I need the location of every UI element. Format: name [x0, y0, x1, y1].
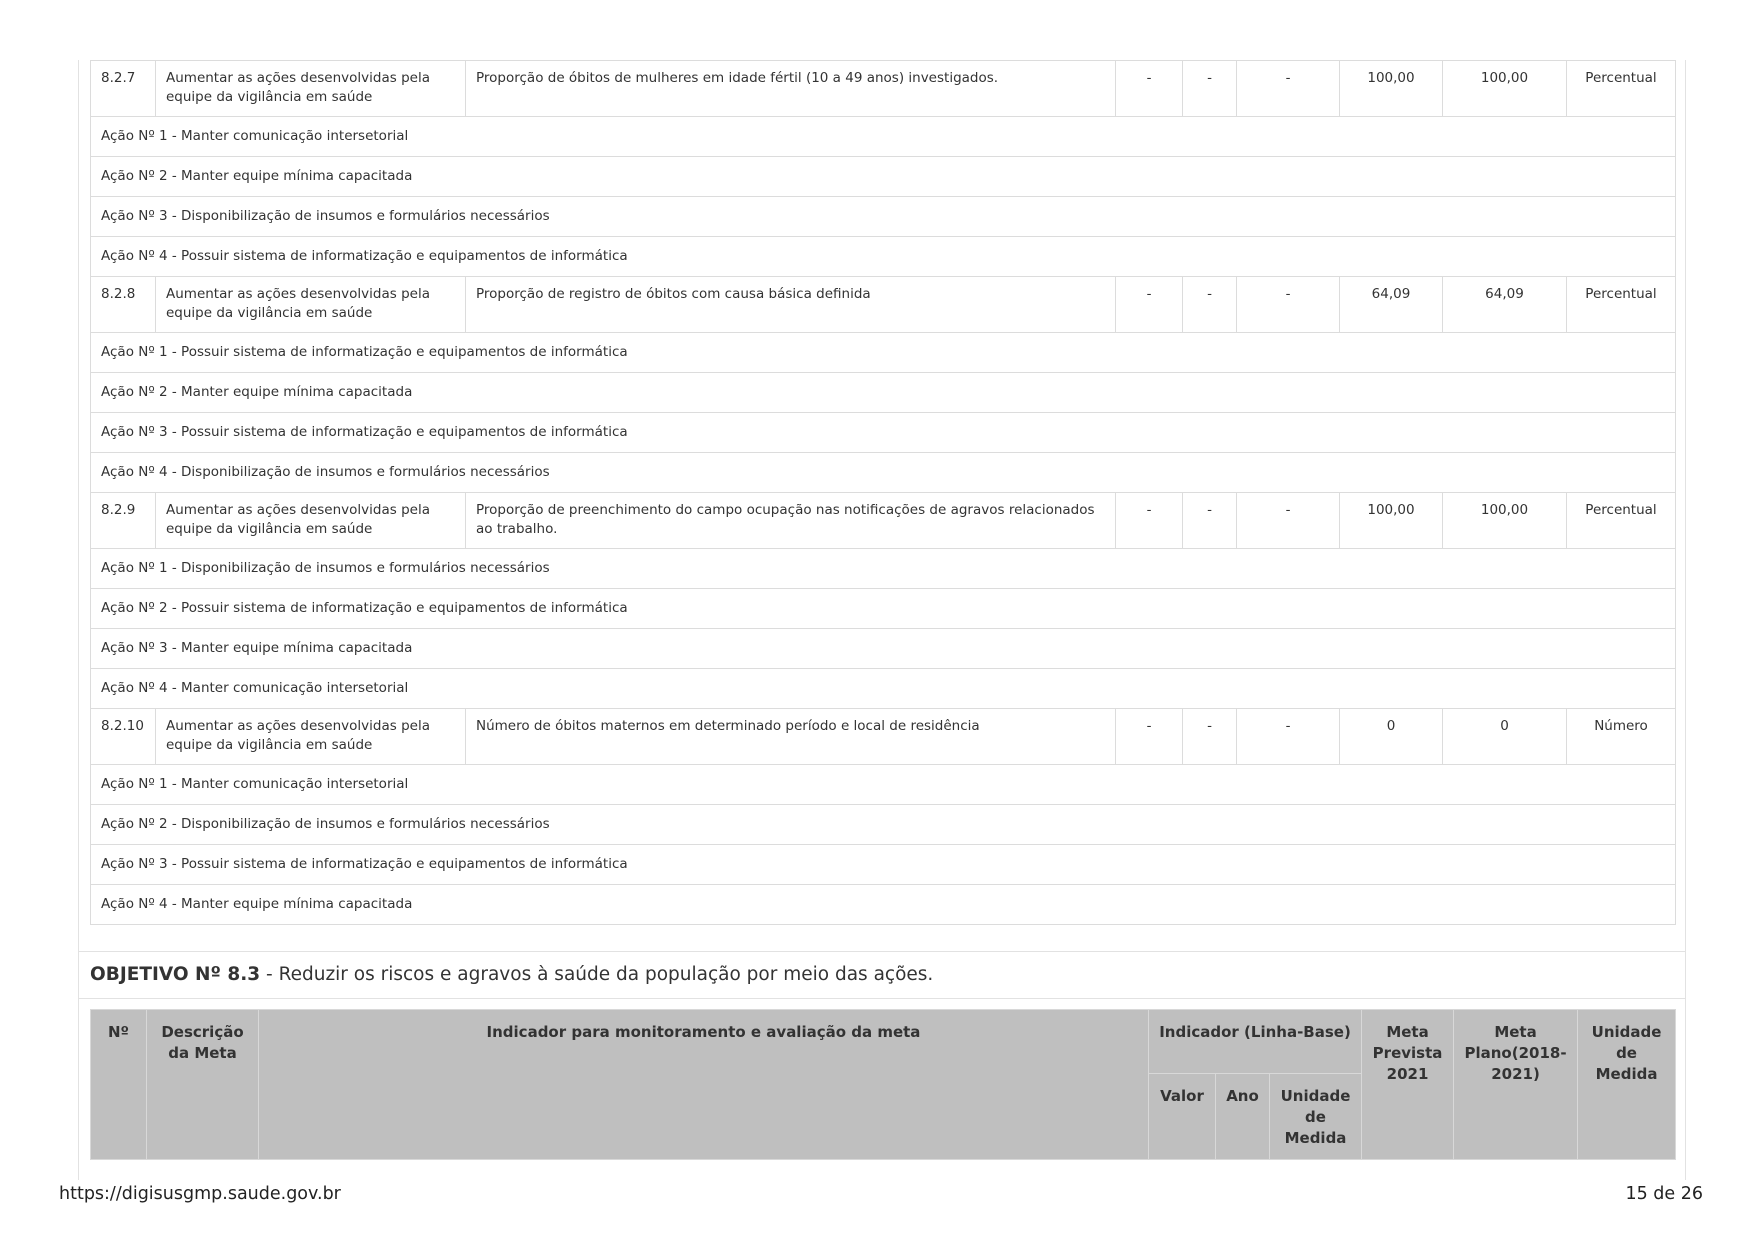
action-row [91, 373, 1676, 413]
header-baseline-unit: Unidade de Medida [1270, 1074, 1362, 1160]
action-text: Ação Nº 3 - Manter equipe mínima capacitada [91, 629, 1676, 669]
action-row [91, 805, 1676, 845]
goal-indicator: Proporção de óbitos de mulheres em idade fértil (10 a 49 anos) investigados. [466, 61, 1116, 117]
goals-body [91, 61, 1676, 925]
goal-description: Aumentar as ações desenvolvidas pela equipe da vigilância em saúde [156, 493, 466, 549]
goal-baseline-unit: - [1237, 709, 1340, 765]
action-row [91, 237, 1676, 277]
goal-baseline-value: - [1116, 493, 1183, 549]
action-text: Ação Nº 4 - Disponibilização de insumos e formulários necessários [91, 453, 1676, 493]
header-unit: Unidade de Medida [1578, 1010, 1676, 1160]
footer-page-number: 15 de 26 [1625, 1184, 1703, 1204]
goal-unit: Número [1567, 709, 1676, 765]
goal-indicator: Proporção de registro de óbitos com causa básica definida [466, 277, 1116, 333]
goal-baseline-value: - [1116, 277, 1183, 333]
goal-baseline-year: - [1183, 493, 1237, 549]
action-text: Ação Nº 4 - Manter equipe mínima capacitada [91, 885, 1676, 925]
goal-number: 8.2.7 [91, 61, 156, 117]
objective-label: OBJETIVO Nº 8.3 [90, 964, 261, 985]
action-row [91, 885, 1676, 925]
goal-description: Aumentar as ações desenvolvidas pela equipe da vigilância em saúde [156, 277, 466, 333]
goal-baseline-value: - [1116, 61, 1183, 117]
action-row [91, 629, 1676, 669]
goal-row [91, 61, 1676, 117]
header-year: Ano [1216, 1074, 1270, 1160]
action-text: Ação Nº 2 - Manter equipe mínima capacitada [91, 373, 1676, 413]
goal-target-2021: 0 [1340, 709, 1443, 765]
action-text: Ação Nº 3 - Possuir sistema de informatização e equipamentos de informática [91, 413, 1676, 453]
header-baseline: Indicador (Linha-Base) [1149, 1010, 1362, 1074]
goal-baseline-year: - [1183, 709, 1237, 765]
action-row [91, 197, 1676, 237]
action-text: Ação Nº 3 - Disponibilização de insumos e formulários necessários [91, 197, 1676, 237]
footer-url: https://digisusgmp.saude.gov.br [59, 1184, 341, 1204]
action-text: Ação Nº 2 - Manter equipe mínima capacitada [91, 157, 1676, 197]
goal-target-plan: 100,00 [1443, 493, 1567, 549]
objective-text: - Reduzir os riscos e agravos à saúde da população por meio das ações. [260, 964, 934, 985]
goal-target-2021: 100,00 [1340, 61, 1443, 117]
goal-target-plan: 0 [1443, 709, 1567, 765]
goal-indicator: Proporção de preenchimento do campo ocupação nas notificações de agravos relacionados ao trabalho. [466, 493, 1116, 549]
action-row [91, 333, 1676, 373]
goal-target-plan: 64,09 [1443, 277, 1567, 333]
goal-baseline-unit: - [1237, 493, 1340, 549]
goal-unit: Percentual [1567, 277, 1676, 333]
goal-baseline-value: - [1116, 709, 1183, 765]
header-number: Nº [91, 1010, 147, 1160]
action-text: Ação Nº 2 - Possuir sistema de informatização e equipamentos de informática [91, 589, 1676, 629]
action-row [91, 549, 1676, 589]
action-text: Ação Nº 1 - Possuir sistema de informatização e equipamentos de informática [91, 333, 1676, 373]
goal-row [91, 493, 1676, 549]
goal-description: Aumentar as ações desenvolvidas pela equipe da vigilância em saúde [156, 709, 466, 765]
header-indicator: Indicador para monitoramento e avaliação da meta [259, 1010, 1149, 1160]
goal-baseline-year: - [1183, 277, 1237, 333]
action-text: Ação Nº 4 - Manter comunicação intersetorial [91, 669, 1676, 709]
header-description: Descrição da Meta [147, 1010, 259, 1160]
action-row [91, 669, 1676, 709]
goal-number: 8.2.10 [91, 709, 156, 765]
goal-indicator: Número de óbitos maternos em determinado período e local de residência [466, 709, 1116, 765]
goal-unit: Percentual [1567, 61, 1676, 117]
goal-target-plan: 100,00 [1443, 61, 1567, 117]
goals-header-table [90, 1009, 1676, 1160]
goal-baseline-unit: - [1237, 277, 1340, 333]
goal-description: Aumentar as ações desenvolvidas pela equipe da vigilância em saúde [156, 61, 466, 117]
header-value: Valor [1149, 1074, 1216, 1160]
action-text: Ação Nº 3 - Possuir sistema de informatização e equipamentos de informática [91, 845, 1676, 885]
action-row [91, 413, 1676, 453]
action-row [91, 589, 1676, 629]
goal-row [91, 709, 1676, 765]
action-text: Ação Nº 1 - Disponibilização de insumos e formulários necessários [91, 549, 1676, 589]
goals-table [90, 60, 1676, 925]
action-text: Ação Nº 1 - Manter comunicação intersetorial [91, 117, 1676, 157]
action-row [91, 453, 1676, 493]
goal-target-2021: 64,09 [1340, 277, 1443, 333]
action-text: Ação Nº 2 - Disponibilização de insumos e formulários necessários [91, 805, 1676, 845]
goal-baseline-unit: - [1237, 61, 1340, 117]
header-target-2021: Meta Prevista 2021 [1362, 1010, 1454, 1160]
goal-unit: Percentual [1567, 493, 1676, 549]
goal-baseline-year: - [1183, 61, 1237, 117]
goal-number: 8.2.9 [91, 493, 156, 549]
action-text: Ação Nº 4 - Possuir sistema de informatização e equipamentos de informática [91, 237, 1676, 277]
goal-number: 8.2.8 [91, 277, 156, 333]
action-row [91, 117, 1676, 157]
action-text: Ação Nº 1 - Manter comunicação intersetorial [91, 765, 1676, 805]
goal-row [91, 277, 1676, 333]
goal-target-2021: 100,00 [1340, 493, 1443, 549]
objective-heading [78, 951, 1686, 999]
action-row [91, 157, 1676, 197]
action-row [91, 765, 1676, 805]
header-target-plan: Meta Plano(2018-2021) [1454, 1010, 1578, 1160]
action-row [91, 845, 1676, 885]
